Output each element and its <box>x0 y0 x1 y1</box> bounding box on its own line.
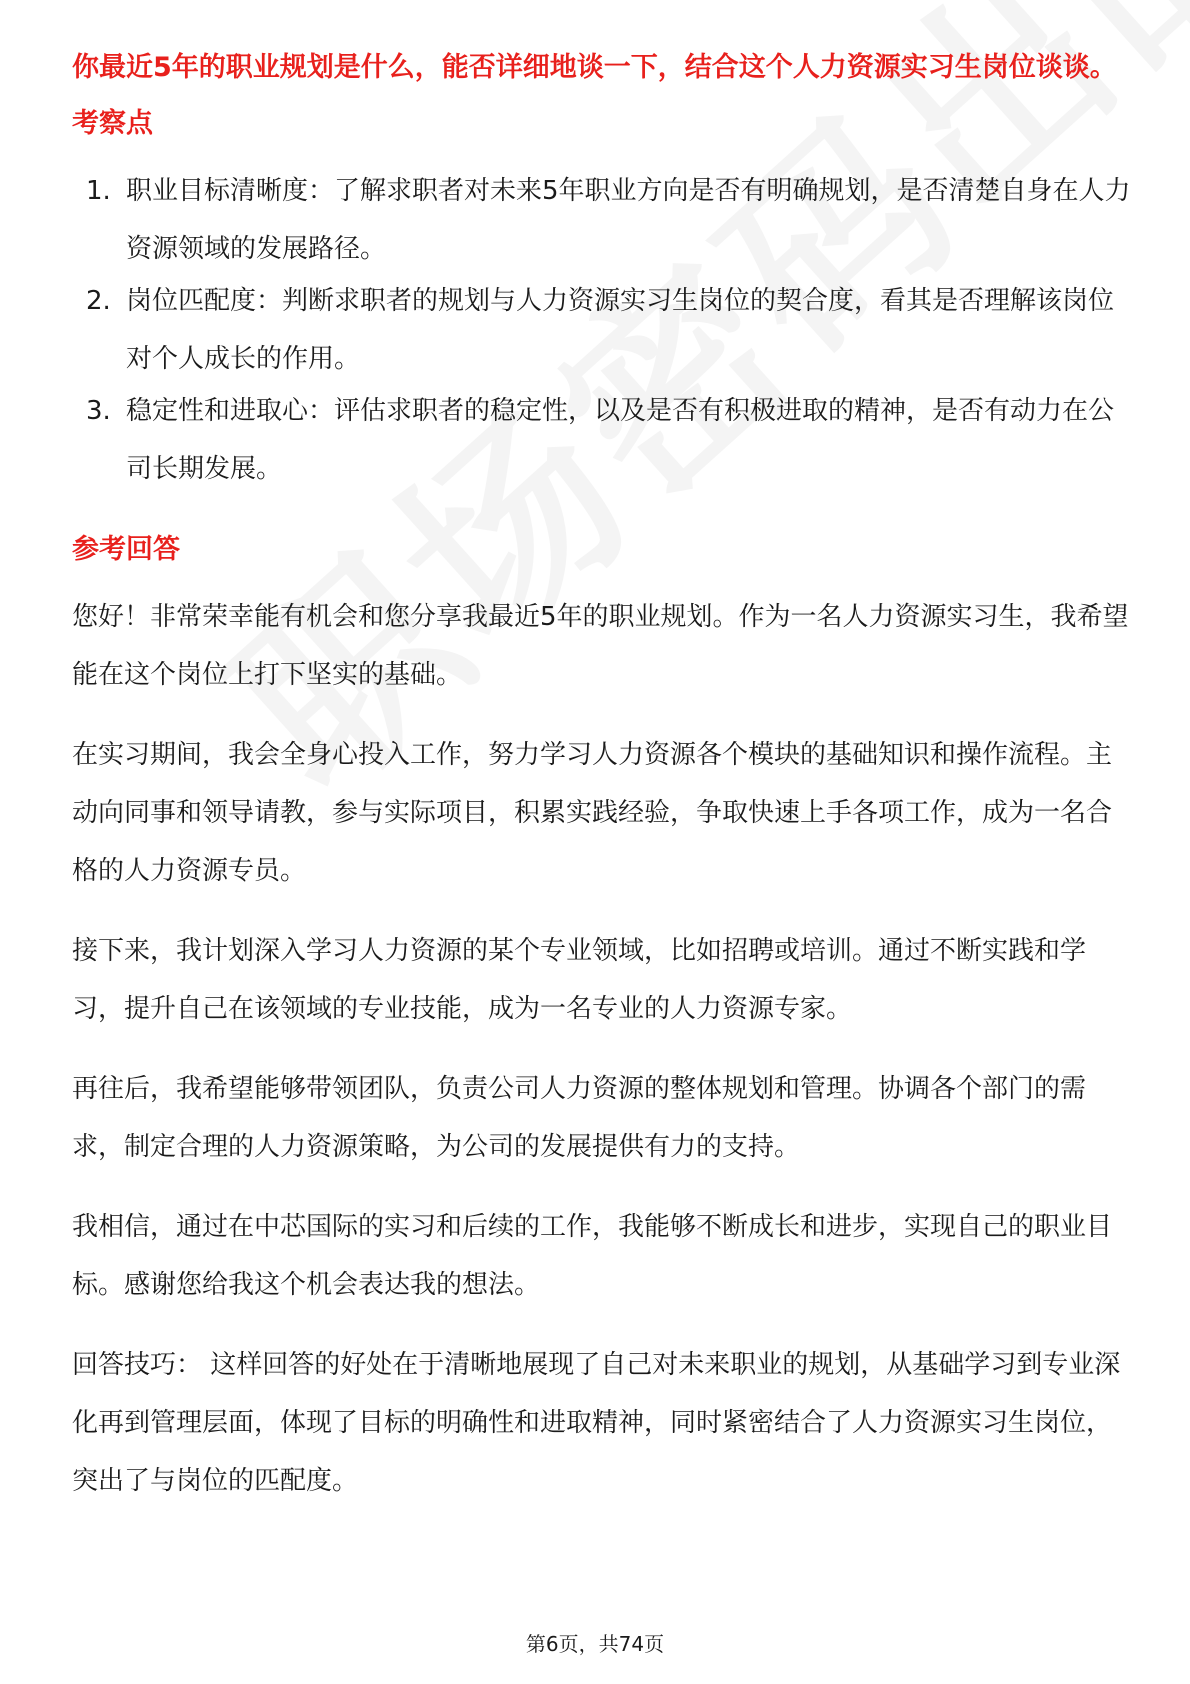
list-item <box>72 272 1132 388</box>
answer-paragraph: 您好！非常荣幸能有机会和您分享我最近5年的职业规划。作为一名人力资源实习生，我希望能在这个岗位上打下坚实的基础。 <box>72 602 1129 690</box>
list-item-number: 2. <box>86 286 111 316</box>
answer-paragraph: 我相信，通过在中芯国际的实习和后续的工作，我能够不断成长和进步，实现自己的职业目标。感谢您给我这个机会表达我的想法。 <box>72 1212 1113 1300</box>
points-list <box>72 162 1132 498</box>
list-item-text: 岗位匹配度：判断求职者的规划与人力资源实习生岗位的契合度，看其是否理解该岗位对个人成长的作用。 <box>126 286 1115 374</box>
answer-section-title: 参考回答 <box>72 534 180 565</box>
list-item <box>72 382 1132 498</box>
question-heading: 你最近5年的职业规划是什么，能否详细地谈一下，结合这个人力资源实习生岗位谈谈。 <box>72 52 1117 83</box>
answer-paragraph: 接下来，我计划深入学习人力资源的某个专业领域，比如招聘或培训。通过不断实践和学习，提升自己在该领域的专业技能，成为一名专业的人力资源专家。 <box>72 936 1087 1024</box>
points-section-title: 考察点 <box>72 108 153 139</box>
page-number: 第6页，共74页 <box>525 1632 665 1656</box>
list-item-number: 3. <box>86 396 111 426</box>
answer-tips-paragraph: 回答技巧： 这样回答的好处在于清晰地展现了自己对未来职业的规划，从基础学习到专业深化再到管理层面，体现了目标的明确性和进取精神，同时紧密结合了人力资源实习生岗位，突出了与岗位的匹配度。 <box>72 1350 1121 1496</box>
answer-paragraph: 再往后，我希望能够带领团队，负责公司人力资源的整体规划和管理。协调各个部门的需求，制定合理的人力资源策略，为公司的发展提供有力的支持。 <box>72 1074 1087 1162</box>
list-item-text: 职业目标清晰度：了解求职者对未来5年职业方向是否有明确规划，是否清楚自身在人力资源领域的发展路径。 <box>126 176 1131 264</box>
list-item-text: 稳定性和进取心：评估求职者的稳定性，以及是否有积极进取的精神，是否有动力在公司长期发展。 <box>126 396 1115 484</box>
list-item-number: 1. <box>86 176 111 206</box>
list-item <box>72 162 1132 278</box>
content <box>72 50 1132 1510</box>
answer-paragraph: 在实习期间，我会全身心投入工作，努力学习人力资源各个模块的基础知识和操作流程。主动向同事和领导请教，参与实际项目，积累实践经验，争取快速上手各项工作，成为一名合格的人力资源专员。 <box>72 740 1113 886</box>
